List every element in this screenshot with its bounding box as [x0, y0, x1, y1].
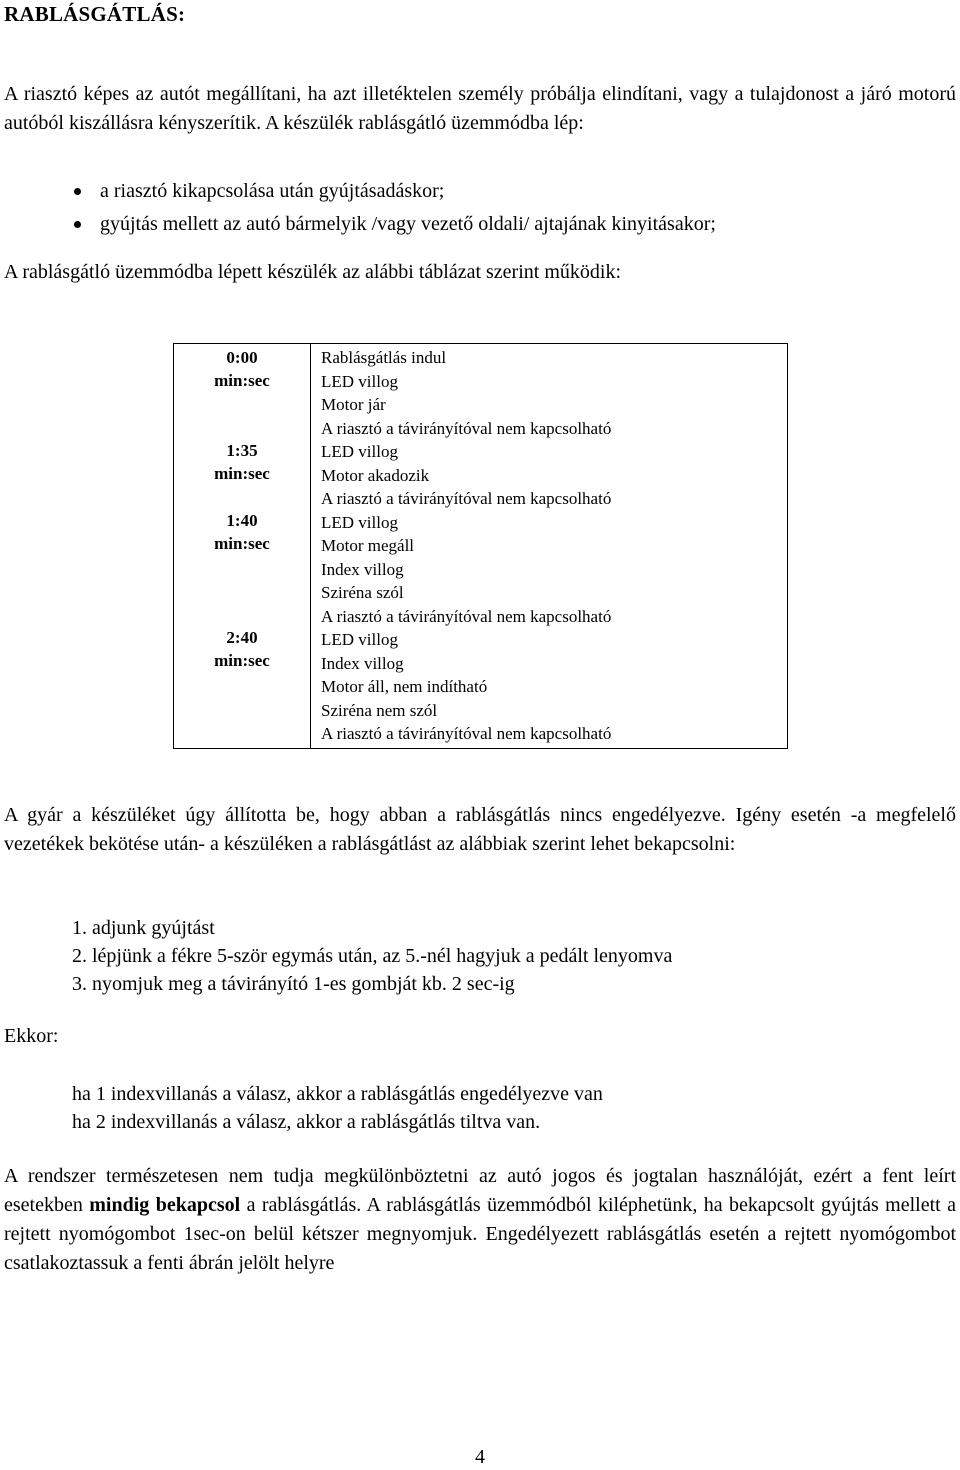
- final-text-part2: a rablásgátlás. A rablásgátlás üzemmódból kiléphetünk, ha bekapcsolt gyújtás mellett a rejtett nyomógombot 1sec-on belül kétszer megnyomjuk. Engedélyezett rablásgátlás esetén a rejtett nyomógombot csatlakoztassuk a fenti ábrán jelölt helyre: [4, 1194, 956, 1274]
- times-column: [174, 344, 311, 749]
- action-line: LED villog: [321, 371, 398, 391]
- page-title: RABLÁSGÁTLÁS:: [4, 2, 186, 26]
- action-line: Motor akadozik: [321, 465, 430, 485]
- answers-list: [72, 1080, 603, 1136]
- time-entry: [174, 439, 310, 509]
- action-line: LED villog: [321, 512, 398, 532]
- action-line: Sziréna szól: [321, 583, 404, 602]
- trigger-list: [0, 175, 960, 241]
- actions-column: [311, 344, 788, 749]
- list-item-text: a riasztó kikapcsolása után gyújtásadáskor;: [100, 180, 445, 202]
- intro-paragraph: A riasztó képes az autót megállítani, ha azt illetéktelen személy próbálja elindítani, vagy a tulajdonost a járó motorú autóból kiszállásra kényszerítik. A készülék rablásgátló üzemmódba lép:: [4, 83, 956, 134]
- list-item: [0, 175, 960, 208]
- action-line: Index villog: [321, 653, 404, 673]
- bullet-icon: [74, 188, 81, 195]
- time-value: 2:40: [226, 628, 258, 647]
- time-unit: min:sec: [214, 464, 270, 483]
- steps-list: [72, 914, 672, 998]
- time-unit: min:sec: [214, 651, 270, 670]
- list-item: 3. nyomjuk meg a távirányító 1-es gombját kb. 2 sec-ig: [72, 973, 515, 995]
- action-line: LED villog: [321, 442, 398, 461]
- final-text-bold: mindig bekapcsol: [89, 1194, 241, 1216]
- time-unit: min:sec: [214, 534, 270, 553]
- action-line: LED villog: [321, 630, 398, 649]
- timeline-table: [173, 343, 788, 749]
- action-line: Rablásgátlás indul: [321, 348, 447, 367]
- time-entry: [174, 346, 310, 439]
- table-row: [174, 344, 788, 749]
- action-line: Index villog: [321, 559, 404, 579]
- time-entry: [174, 509, 310, 626]
- factory-paragraph: A gyár a készüléket úgy állította be, hogy abban a rablásgátlás nincs engedélyezve. Igény esetén -a megfelelő vezetékek bekötése után- a készüléken a rablásgátlást az alábbiak szerint lehet bekapcsolni:: [4, 804, 956, 855]
- bullet-icon: [74, 221, 81, 228]
- ekkor-label: Ekkor:: [4, 1025, 59, 1047]
- action-line: Motor megáll: [321, 536, 415, 555]
- list-item: 2. lépjünk a fékre 5-ször egymás után, az 5.-nél hagyjuk a pedált lenyomva: [72, 945, 673, 967]
- time-unit: min:sec: [214, 371, 270, 390]
- action-line: A riasztó a távirányítóval nem kapcsolható: [321, 606, 612, 626]
- final-paragraph: [4, 1162, 956, 1278]
- action-line: A riasztó a távirányítóval nem kapcsolható: [321, 724, 612, 743]
- list-item: [0, 208, 960, 241]
- table-intro: A rablásgátló üzemmódba lépett készülék az alábbi táblázat szerint működik:: [4, 261, 622, 283]
- time-value: 1:35: [226, 441, 258, 460]
- final-text-part1: A rendszer természetesen nem tudja megkülönböztetni az autó jogos és jogtalan használóját, ezért a fent leírt esetekben: [4, 1165, 956, 1216]
- time-entry: [174, 626, 310, 672]
- action-line: A riasztó a távirányítóval nem kapcsolható: [321, 489, 612, 508]
- action-line: Sziréna nem szól: [321, 700, 438, 720]
- list-item: ha 2 indexvillanás a válasz, akkor a rablásgátlás tiltva van.: [72, 1111, 541, 1133]
- page-number: 4: [475, 1446, 485, 1468]
- action-line: Motor áll, nem indítható: [321, 677, 488, 696]
- action-line: Motor jár: [321, 395, 386, 414]
- time-value: 1:40: [226, 511, 258, 530]
- time-value: 0:00: [226, 348, 258, 367]
- list-item-text: gyújtás mellett az autó bármelyik /vagy vezető oldali/ ajtajának kinyitásakor;: [100, 213, 716, 235]
- action-line: A riasztó a távirányítóval nem kapcsolható: [321, 418, 612, 438]
- list-item: 1. adjunk gyújtást: [72, 917, 215, 939]
- list-item: ha 1 indexvillanás a válasz, akkor a rablásgátlás engedélyezve van: [72, 1083, 603, 1105]
